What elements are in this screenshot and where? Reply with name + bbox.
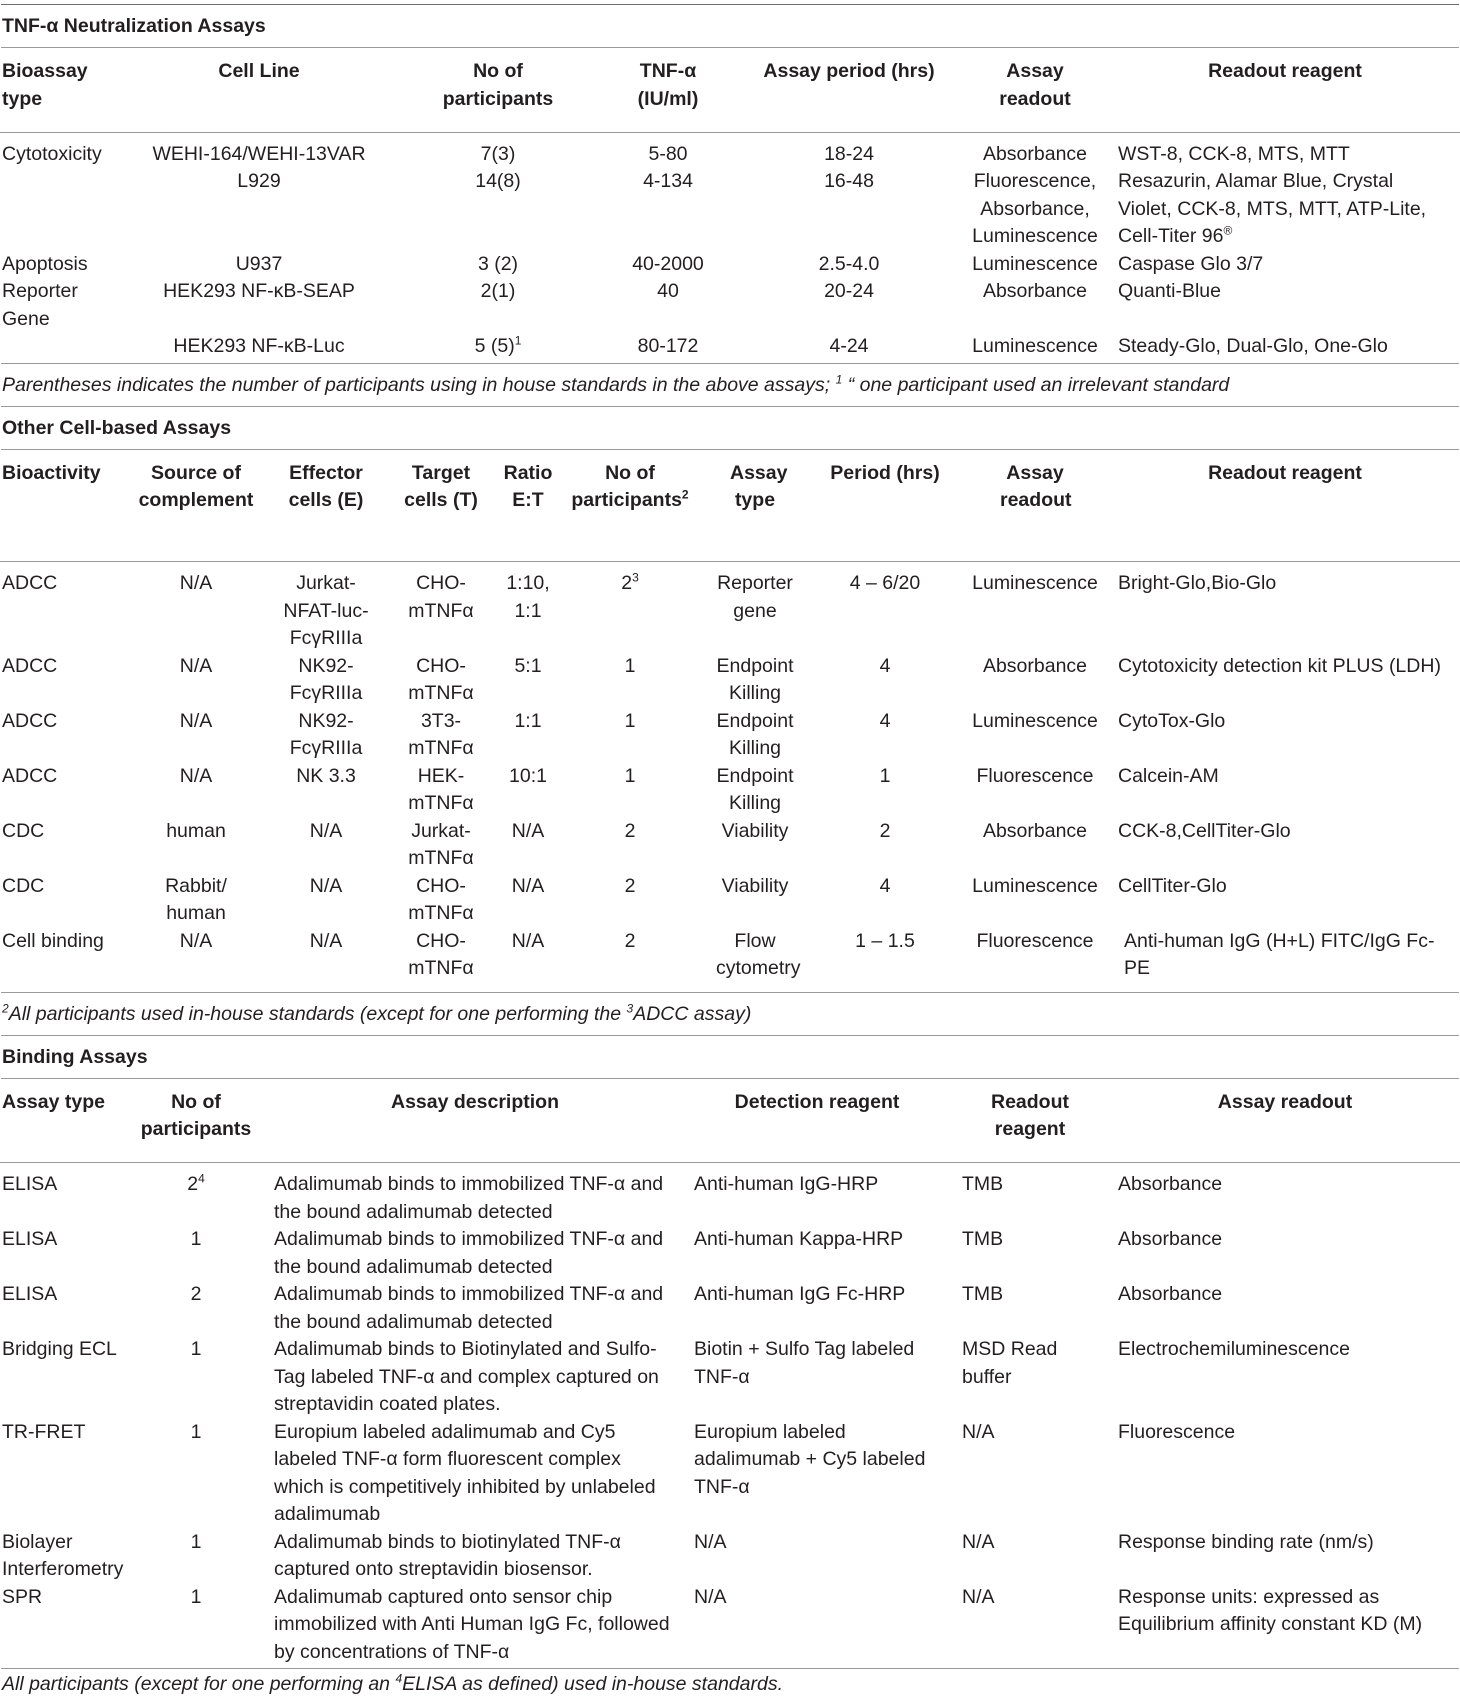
table-row [0,818,1460,873]
cell: 4 [879,709,891,732]
cell: 2 [624,819,636,842]
footnote-mark: 2 [2,1001,9,1015]
cell: Luminescence [972,335,1098,357]
cell: N/A [511,929,545,952]
cell: ELISA [2,1228,58,1250]
cell: Anti-human IgG (H+L) FITC/IgG Fc-PE [1124,929,1435,979]
table-row [0,873,1460,928]
table-row [0,278,1460,333]
cell: NK92-FcγRIIIa [289,654,363,704]
footnote-cell-based [0,993,1460,1035]
cell: 40 [657,280,679,302]
cell: 18-24 [824,142,874,165]
col-header [560,450,700,562]
cell [126,1171,266,1226]
cell: ADCC [2,764,58,787]
cell: Anti-human Kappa-HRP [694,1228,904,1250]
registered-mark: ® [1223,223,1233,238]
cell: CellTiter-Glo [1118,874,1227,897]
table-row [0,653,1460,708]
cell: 1:10, 1:1 [506,572,550,622]
cell: CDC [2,874,45,897]
cell: 1 [879,764,891,787]
header-row [0,48,1460,132]
table-row [0,1226,1460,1281]
cell: Caspase Glo 3/7 [1118,252,1264,275]
cell: 80-172 [637,335,699,357]
footnote-mark: 1 [514,333,522,348]
cell: 2 [190,1283,202,1305]
cell: Biotin + Sulfo Tag labeled TNF-α [694,1338,915,1388]
cell: Fluorescence, Absorbance, Luminescence [972,170,1098,247]
col-header: Readout reagent [991,1090,1069,1140]
cell: Anti-human IgG Fc-HRP [694,1283,906,1305]
cell [1110,168,1460,251]
col-header: No of participants [140,1090,252,1140]
cell: NK 3.3 [296,764,356,787]
cell: 1 [190,1228,202,1250]
cell: CHO-mTNFα [408,874,474,924]
col-header: Assay type [730,461,788,511]
cell-text: 2 [187,1173,199,1195]
cell: 1 [190,1585,202,1608]
cell: N/A [179,572,213,594]
cell: 1 [190,1338,202,1360]
footnote-mark: 3 [632,570,639,585]
cell: WEHI-164/WEHI-13VAR [152,142,366,165]
cell: Adalimumab binds to Biotinylated and Sulfo-Tag labeled TNF-α and complex captured on streptavidin coated plates. [274,1338,659,1415]
cell: U937 [235,252,283,275]
cell: Adalimumab binds to immobilized TNF-α and the bound adalimumab detected [274,1283,664,1333]
cell: CDC [2,819,45,842]
cell: Absorbance [982,142,1088,165]
cell: N/A [309,874,343,897]
cell: CHO-mTNFα [408,654,474,704]
cell: L929 [237,170,281,192]
cell: Cytotoxicity [2,142,102,165]
cell: HEK-mTNFα [408,764,474,814]
cell [398,333,598,361]
table-row [0,1171,1460,1226]
cell: Jurkat-NFAT-luc-FcγRIIIa [283,572,369,649]
cell: N/A [179,654,213,677]
table-row [0,333,1460,361]
cell: 3 (2) [477,252,519,275]
footnote-text: “ one participant used an irrelevant standard [842,373,1230,396]
table-row [0,168,1460,251]
col-header: Assay period (hrs) [763,60,935,82]
cell: Fluorescence [976,764,1094,787]
cell: TMB [962,1228,1004,1250]
cell: 2(1) [480,280,516,302]
cell: 2.5-4.0 [818,252,880,275]
neutralization-table [0,48,1460,361]
cell: HEK293 NF-κB-Luc [173,335,345,357]
cell: Absorbance [982,819,1088,842]
col-header: Readout reagent [1208,461,1362,484]
table-row [0,251,1460,279]
cell: Absorbance [982,654,1088,677]
cell: CCK-8,CellTiter-Glo [1118,819,1291,842]
col-header: Source of complement [138,461,254,511]
cell: Adalimumab captured onto sensor chip immobilized with Anti Human IgG Fc, followed by concentrations of TNF-α [274,1585,670,1663]
table-row [0,1419,1460,1529]
cell: Cell binding [2,929,104,952]
col-header: Readout reagent [1208,60,1362,82]
cell: N/A [694,1585,727,1608]
cell: CytoTox-Glo [1118,709,1226,732]
cell: N/A [511,819,545,842]
footnote-mark: 1 [835,372,843,386]
section-title-cell-based: Other Cell-based Assays [2,416,232,439]
cell: HEK293 NF-κB-SEAP [163,280,355,302]
cell: Fluorescence [1118,1420,1236,1443]
cell: N/A [179,709,213,732]
col-header: Bioassay type [2,60,88,110]
footnote-text: All participants (except for one performing an [2,1673,396,1695]
footnote-mark: 4 [395,1671,403,1686]
cell: 4 [879,874,891,897]
cell: 4 [879,654,891,677]
section-title-neutralization: TNF-α Neutralization Assays [2,15,266,37]
cell: N/A [962,1530,995,1553]
col-header: Assay readout [999,60,1071,110]
cell: 10:1 [509,764,547,787]
cell [0,333,120,361]
col-header: Assay readout [1217,1090,1353,1113]
col-header: Effector cells (E) [288,461,364,511]
cell: SPR [2,1585,43,1608]
cell: N/A [309,819,343,842]
table-row [0,1336,1460,1419]
binding-table [0,1079,1460,1667]
table-row [0,570,1460,653]
cell: TMB [962,1283,1004,1305]
cell: 3T3-mTNFα [408,709,474,759]
cell: 40-2000 [632,252,704,275]
cell: Endpoint Killing [716,764,794,814]
cell: 2 [624,874,636,897]
cell: Quanti-Blue [1118,280,1221,302]
cell: 5-80 [648,142,688,165]
col-header-text: No of participants [571,461,682,511]
footnote-binding [0,1669,1460,1699]
cell: Luminescence [972,572,1098,594]
cell: Endpoint Killing [716,709,794,759]
cell: Jurkat-mTNFα [408,819,474,869]
col-header: Assay readout [1000,461,1072,511]
cell: NK92-FcγRIIIa [289,709,363,759]
cell: 7(3) [480,142,516,165]
header-row [0,1079,1460,1163]
cell: ADCC [2,572,58,594]
cell: N/A [511,874,545,897]
cell: 1 [190,1530,202,1553]
cell: Cytotoxicity detection kit PLUS (LDH) [1118,654,1441,677]
table-row [0,1529,1460,1584]
table-row [0,1584,1460,1667]
cell: Reporter Gene [2,280,78,330]
cell: Bright-Glo,Bio-Glo [1118,572,1277,594]
cell: Absorbance [982,280,1088,302]
table-row [0,763,1460,818]
cell: 1:1 [514,709,542,732]
col-header: Detection reagent [734,1090,900,1113]
cell: 1 [624,709,636,732]
cell: Electrochemiluminescence [1118,1338,1350,1360]
col-header: Bioactivity [2,461,101,484]
col-header: Cell Line [218,60,300,82]
col-header: Assay description [391,1090,559,1113]
cell: Anti-human IgG-HRP [694,1173,879,1195]
cell: Absorbance [1118,1228,1223,1250]
cell: human [166,819,226,842]
table-row [0,141,1460,169]
cell: Europium labeled adalimumab and Cy5 labeled TNF-α form fluorescent complex which is competitively inhibited by unlabeled adalimumab [274,1420,656,1525]
cell: 20-24 [824,280,874,302]
cell: Luminescence [972,709,1098,732]
cell: Europium labeled adalimumab + Cy5 labeled TNF-α [694,1420,926,1498]
cell: Absorbance [1118,1173,1223,1195]
col-header: No of participants [442,60,554,110]
cell: Luminescence [972,252,1098,275]
cell: 14(8) [475,170,521,192]
cell: 1 [624,654,636,677]
footnote-text: ELISA as defined) used in-house standards. [402,1673,783,1695]
table-row [0,708,1460,763]
cell: Luminescence [972,874,1098,897]
cell: TR-FRET [2,1420,86,1443]
cell: Adalimumab binds to biotinylated TNF-α captured onto streptavidin biosensor. [274,1530,621,1580]
cell: 4 – 6/20 [849,572,921,594]
cell: Absorbance [1118,1283,1223,1305]
cell: TMB [962,1173,1004,1195]
cell: Bridging ECL [2,1338,117,1360]
col-header: Target cells (T) [404,461,478,511]
footnote-text: Parentheses indicates the number of participants using in house standards in the above assays; [2,373,831,396]
cell: 1 – 1.5 [855,929,915,952]
table-row [0,928,1460,990]
cell: Apoptosis [2,252,88,275]
cell: N/A [179,929,213,952]
cell: 2 [624,929,636,952]
cell: N/A [694,1530,727,1553]
cell: Calcein-AM [1118,764,1219,787]
cell: N/A [179,764,213,787]
section-title-binding: Binding Assays [2,1045,148,1068]
col-header: Period (hrs) [830,461,940,484]
cell: Viability [721,874,789,897]
cell: Adalimumab binds to immobilized TNF-α and the bound adalimumab detected [274,1173,664,1223]
cell-text: 2 [621,572,633,594]
cell: ELISA [2,1173,58,1195]
cell: 4-24 [829,335,869,357]
cell: ADCC [2,654,58,677]
col-header: Ratio E:T [503,461,553,511]
cell-text: Resazurin, Alamar Blue, Crystal Violet, CCK-8, MTS, MTT, ATP-Lite, Cell-Titer 96 [1118,170,1427,247]
cell: 5:1 [514,654,542,677]
cell: ELISA [2,1283,58,1305]
col-header: Assay type [2,1090,105,1113]
cell: Adalimumab binds to immobilized TNF-α and the bound adalimumab detected [274,1228,664,1278]
cell: Response binding rate (nm/s) [1118,1530,1374,1553]
cell: Viability [721,819,789,842]
cell: WST-8, CCK-8, MTS, MTT [1118,142,1350,165]
cell: CHO-mTNFα [408,929,474,979]
footnote-mark: 4 [198,1171,205,1186]
footnote-mark: 2 [681,487,689,502]
cell: Flow cytometry [716,929,801,979]
cell: 1 [190,1420,202,1443]
cell: 1 [624,764,636,787]
cell: ADCC [2,709,58,732]
col-header: TNF-α (IU/ml) [637,60,699,110]
header-row [0,450,1460,562]
cell: Endpoint Killing [716,654,794,704]
footnote-mark: 3 [626,1001,634,1015]
cell: CHO-mTNFα [408,572,474,622]
cell: 4-134 [643,170,693,192]
cell: 16-48 [824,170,874,192]
cell-text: 5 (5) [474,335,515,357]
footnote-neutralization [0,364,1460,406]
footnote-text: All participants used in-house standards (except for one performing the [8,1002,627,1025]
cell: Biolayer Interferometry [2,1530,124,1580]
cell: N/A [962,1420,995,1443]
cell: Rabbit/ human [165,874,227,924]
cell: N/A [309,929,343,952]
cell: MSD Read buffer [962,1338,1058,1388]
cell: 2 [879,819,891,842]
table-row [0,1281,1460,1336]
cell: N/A [962,1585,995,1608]
footnote-text: ADCC assay) [633,1002,752,1025]
cell: Fluorescence [976,929,1094,952]
cell [560,570,700,653]
cell: Reporter gene [717,572,793,622]
cell: Steady-Glo, Dual-Glo, One-Glo [1118,335,1388,357]
cell: Response units: expressed as Equilibrium affinity constant KD (M) [1118,1585,1423,1635]
cell [0,168,120,251]
cell-based-table [0,450,1460,990]
